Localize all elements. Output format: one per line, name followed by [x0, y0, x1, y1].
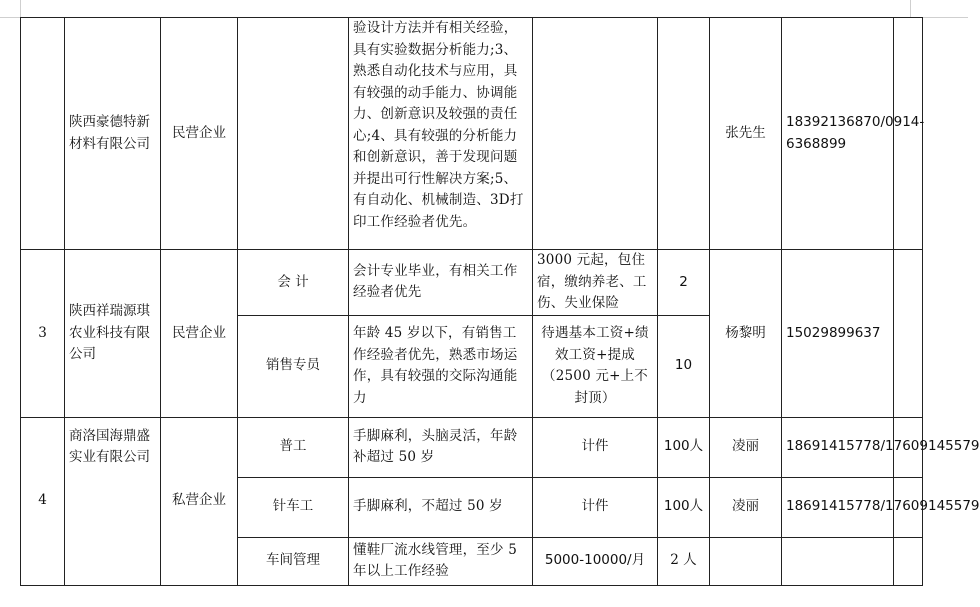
position-count: 10 [658, 315, 710, 417]
contact-person: 凌丽 [710, 477, 782, 537]
recruitment-table [20, 17, 980, 586]
position-requirements: 手脚麻利，头脑灵活，年龄补超过 50 岁 [349, 417, 533, 477]
position-salary: 3000 元起，包住宿，缴纳养老、工伤、失业保险 [533, 250, 658, 316]
position-salary: 待遇基本工资+绩效工资+提成（2500 元+上不封顶） [533, 315, 658, 417]
contact-person [710, 537, 782, 585]
position-salary [533, 18, 658, 250]
contact-phone: 18691415778/17609145579 [782, 417, 894, 477]
position-salary: 计件 [533, 417, 658, 477]
company-name: 商洛国海鼎盛实业有限公司 [65, 417, 161, 585]
position-title: 车间管理 [238, 537, 349, 585]
contact-person: 杨黎明 [710, 250, 782, 418]
position-count: 2 [658, 250, 710, 316]
position-count: 100人 [658, 417, 710, 477]
position-requirements: 手脚麻利，不超过 50 岁 [349, 477, 533, 537]
company-name: 陕西豪德特新材料有限公司 [65, 18, 161, 250]
table-row [21, 18, 923, 250]
table-row [21, 250, 923, 316]
empty-cell [894, 250, 923, 418]
position-count [658, 18, 710, 250]
contact-phone: 15029899637 [782, 250, 894, 418]
position-title: 销售专员 [238, 315, 349, 417]
row-index: 3 [21, 250, 65, 418]
position-title [238, 18, 349, 250]
contact-phone: 18691415778/17609145579 [782, 477, 894, 537]
empty-cell [894, 537, 923, 585]
position-salary: 计件 [533, 477, 658, 537]
position-requirements: 验设计方法并有相关经验，具有实验数据分析能力;3、熟悉自动化技术与应用，具有较强的动手能力、协调能力、创新意识及较强的责任心;4、具有较强的分析能力和创新意识，善于发现问题并提出可行性解决方案;5、有自动化、机械制造、3D打印工作经验者优先。 [349, 18, 533, 250]
table-row [21, 417, 923, 477]
position-title: 会 计 [238, 250, 349, 316]
page-corner-guide [910, 0, 911, 18]
position-title: 普工 [238, 417, 349, 477]
company-type: 民营企业 [161, 18, 238, 250]
row-index: 4 [21, 417, 65, 585]
company-type: 私营企业 [161, 417, 238, 585]
position-count: 2 人 [658, 537, 710, 585]
page-corner-guide [20, 0, 21, 18]
position-count: 100人 [658, 477, 710, 537]
company-type: 民营企业 [161, 250, 238, 418]
company-name: 陕西祥瑞源琪农业科技有限公司 [65, 250, 161, 418]
position-requirements: 会计专业毕业，有相关工作经验者优先 [349, 250, 533, 316]
row-index [21, 18, 65, 250]
empty-cell [894, 18, 923, 250]
position-salary: 5000-10000/月 [533, 537, 658, 585]
position-requirements: 年龄 45 岁以下，有销售工作经验者优先，熟悉市场运作，具有较强的交际沟通能力 [349, 315, 533, 417]
page-corner-guide [0, 17, 20, 18]
contact-phone: 18392136870/0914-6368899 [782, 18, 894, 250]
position-requirements: 懂鞋厂流水线管理，至少 5 年以上工作经验 [349, 537, 533, 585]
contact-person: 凌丽 [710, 417, 782, 477]
contact-phone [782, 537, 894, 585]
position-title: 针车工 [238, 477, 349, 537]
contact-person: 张先生 [710, 18, 782, 250]
